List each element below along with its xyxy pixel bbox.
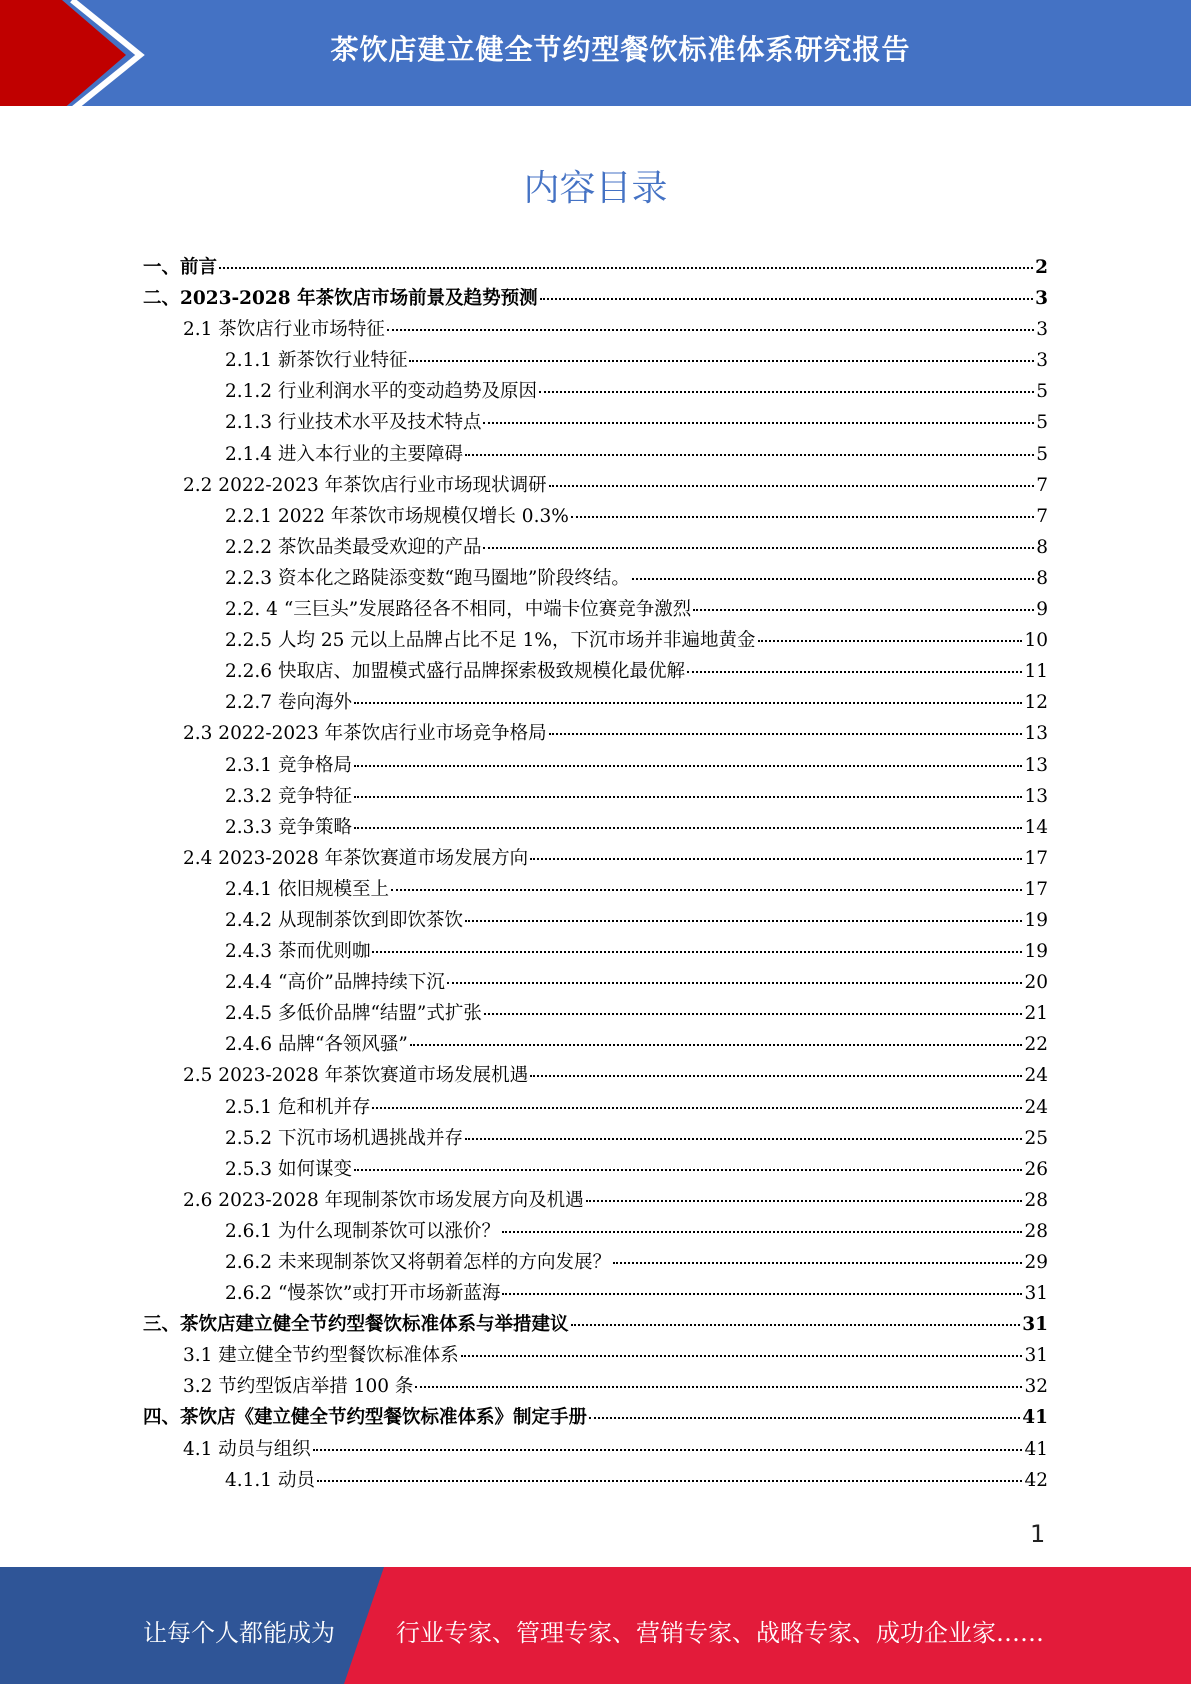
toc-entry-page: 25 [1024,1127,1048,1149]
toc-entry-title: 2.4 2023-2028 年茶饮赛道市场发展方向 [183,847,529,869]
toc-entry-page: 29 [1024,1252,1048,1273]
toc-entry[interactable] [143,284,1048,315]
toc-leader-dots [483,421,1034,424]
toc-entry-title: 2.2.6 快取店、加盟模式盛行品牌探索极致规模化最优解 [225,661,685,683]
toc-leader-dots [613,1261,1022,1264]
toc-entry-title: 2.1.1 新茶饮行业特征 [225,350,408,372]
toc-leader-dots [372,1106,1022,1109]
toc-entry[interactable] [143,937,1048,968]
toc-entry[interactable] [143,782,1048,813]
toc-entry[interactable] [143,1341,1048,1372]
toc-entry-title: 2.6.2 未来现制茶饮又将朝着怎样的方向发展？ [225,1252,611,1273]
toc-entry-page: 14 [1024,816,1048,838]
toc-entry-page: 11 [1024,661,1048,683]
toc-entry[interactable] [143,315,1048,346]
toc-entry-page: 28 [1024,1189,1048,1211]
toc-entry-title: 2.4.3 茶而优则咖 [225,941,371,963]
toc-entry[interactable] [143,1061,1048,1092]
toc-entry[interactable] [143,1124,1048,1155]
toc-leader-dots [539,390,1034,393]
toc-entry[interactable] [143,906,1048,937]
toc-leader-dots [372,950,1022,953]
toc-entry[interactable] [143,377,1048,408]
toc-entry-title: 2.6.1 为什么现制茶饮可以涨价？ [225,1220,500,1242]
toc-entry-title: 2.1 茶饮店行业市场特征 [183,319,385,341]
toc-entry-title: 3.1 建立健全节约型餐饮标准体系 [183,1345,459,1367]
toc-leader-dots [313,1448,1023,1451]
toc-entry[interactable] [143,875,1048,906]
toc-entry-title: 2.3.2 竞争特征 [225,785,352,807]
toc-entry-title: 2.1.2 行业利润水平的变动趋势及原因 [225,381,537,403]
toc-entry-page: 2 [1035,257,1048,278]
toc-leader-dots [447,981,1023,984]
toc-entry[interactable] [143,1403,1048,1434]
toc-entry-title: 二、2023-2028 年茶饮店市场前景及趋势预测 [143,288,538,310]
footer-tagline: 行业专家、管理专家、营销专家、战略专家、成功企业家…… [396,1619,1044,1647]
toc-leader-dots [549,732,1023,735]
toc-leader-dots [354,701,1023,704]
toc-entry-title: 2.4.1 依旧规模至上 [225,878,389,900]
toc-entry-page: 24 [1024,1096,1048,1118]
toc-entry-page: 3 [1036,319,1048,341]
toc-entry[interactable] [143,1030,1048,1061]
toc-leader-dots [530,1074,1022,1077]
toc-entry[interactable] [143,1248,1048,1279]
toc-entry[interactable] [143,813,1048,844]
toc-leader-dots [219,266,1033,269]
toc-entry-page: 21 [1024,1003,1048,1025]
toc-entry-title: 四、茶饮店《建立健全节约型餐饮标准体系》制定手册 [143,1407,588,1429]
toc-entry-title: 2.1.3 行业技术水平及技术特点 [225,412,482,434]
toc-entry-page: 13 [1024,785,1048,807]
toc-entry-page: 12 [1024,692,1048,714]
toc-entry-title: 2.2.5 人均 25 元以上品牌占比不足 1%，下沉市场并非遍地黄金 [225,630,756,652]
toc-entry[interactable] [143,440,1048,471]
table-of-contents [143,253,1048,1497]
toc-entry-page: 24 [1024,1065,1048,1087]
toc-entry-page: 13 [1024,723,1048,745]
toc-leader-dots [461,1354,1023,1357]
toc-entry-title: 4.1 动员与组织 [183,1438,311,1460]
toc-entry-title: 2.3.3 竞争策略 [225,816,352,838]
toc-entry-page: 42 [1024,1469,1048,1491]
toc-leader-dots [530,857,1022,860]
toc-leader-dots [586,1199,1023,1202]
toc-entry[interactable] [143,253,1048,284]
footer-slogan: 让每个人都能成为 [143,1619,335,1647]
toc-leader-dots [589,1416,1020,1419]
toc-entry[interactable] [143,471,1048,502]
toc-entry-title: 2.4.5 多低价品牌“结盟”式扩张 [225,1003,482,1025]
toc-leader-dots [549,484,1035,487]
toc-entry-title: 2.5 2023-2028 年茶饮赛道市场发展机遇 [183,1065,529,1087]
toc-entry-page: 10 [1024,630,1048,652]
toc-leader-dots [758,639,1023,642]
toc-entry[interactable] [143,1093,1048,1124]
toc-entry-title: 4.1.1 动员 [225,1469,315,1491]
toc-entry-title: 三、茶饮店建立健全节约型餐饮标准体系与举措建议 [143,1314,569,1336]
toc-entry-title: 2.1.4 进入本行业的主要障碍 [225,443,463,465]
toc-leader-dots [502,1230,1022,1233]
toc-leader-dots [465,919,1022,922]
toc-entry-page: 19 [1024,941,1048,963]
toc-entry[interactable] [143,751,1048,782]
toc-leader-dots [317,1479,1023,1482]
toc-entry-title: 2.2. 4 “三巨头”发展路径各不相同，中端卡位赛竞争激烈 [225,599,692,621]
toc-entry-page: 3 [1035,288,1048,310]
toc-entry-title: 2.2 2022-2023 年茶饮店行业市场现状调研 [183,474,547,496]
toc-leader-dots [387,328,1034,331]
toc-leader-dots [354,795,1023,798]
toc-entry[interactable] [143,688,1048,719]
toc-entry-title: 2.5.1 危和机并存 [225,1096,371,1118]
toc-leader-dots [484,1012,1023,1015]
toc-entry[interactable] [143,1310,1048,1341]
toc-leader-dots [465,1137,1022,1140]
toc-entry-page: 5 [1036,412,1048,434]
toc-entry-page: 3 [1036,350,1048,372]
toc-entry-page: 9 [1036,599,1048,621]
toc-entry-page: 28 [1024,1220,1048,1242]
toc-heading: 内容目录 [523,168,668,209]
header-banner [0,0,1191,110]
toc-entry[interactable] [143,844,1048,875]
toc-leader-dots [483,546,1034,549]
toc-entry[interactable] [143,968,1048,999]
toc-entry-page: 17 [1024,878,1048,900]
toc-entry-title: 2.2.3 资本化之路陡添变数“跑马圈地”阶段终结。 [225,567,630,589]
toc-entry-title: 2.3 2022-2023 年茶饮店行业市场竞争格局 [183,723,547,745]
toc-entry[interactable] [143,719,1048,750]
toc-entry-title: 2.6.2 “慢茶饮”或打开市场新蓝海 [225,1283,501,1305]
toc-leader-dots [415,1385,1022,1388]
toc-leader-dots [410,1043,1023,1046]
toc-entry[interactable] [143,346,1048,377]
toc-entry-page: 8 [1036,536,1048,558]
toc-entry[interactable] [143,1372,1048,1403]
toc-leader-dots [571,515,1034,518]
toc-entry-page: 41 [1024,1438,1048,1460]
toc-entry[interactable] [143,502,1048,533]
toc-entry-title: 2.4.6 品牌“各领风骚” [225,1034,408,1056]
toc-entry-title: 2.5.3 如何谋变 [225,1158,352,1180]
toc-entry-title: 2.2.7 卷向海外 [225,692,352,714]
toc-entry-page: 31 [1024,1345,1048,1367]
toc-leader-dots [354,1168,1023,1171]
toc-entry[interactable] [143,564,1048,595]
toc-entry-title: 3.2 节约型饭店举措 100 条 [183,1376,414,1398]
toc-entry-page: 31 [1024,1283,1048,1305]
toc-entry-page: 7 [1036,474,1048,496]
toc-entry-page: 41 [1022,1407,1048,1429]
toc-entry-page: 32 [1024,1376,1048,1398]
toc-leader-dots [632,577,1034,580]
toc-entry[interactable] [143,1217,1048,1248]
toc-leader-dots [693,608,1034,611]
toc-leader-dots [354,826,1023,829]
toc-leader-dots [502,1292,1022,1295]
toc-entry-page: 5 [1036,381,1048,403]
toc-entry[interactable] [143,408,1048,439]
toc-entry[interactable] [143,1435,1048,1466]
toc-entry-title: 一、前言 [143,257,218,278]
toc-entry[interactable] [143,1466,1048,1497]
toc-leader-dots [354,764,1023,767]
toc-entry[interactable] [143,1186,1048,1217]
footer-banner [0,1567,1191,1684]
toc-leader-dots [465,453,1034,456]
toc-entry-page: 31 [1022,1314,1048,1336]
report-title: 茶饮店建立健全节约型餐饮标准体系研究报告 [330,33,911,66]
page-number: 1 [1030,1520,1046,1548]
toc-entry-title: 2.2.2 茶饮品类最受欢迎的产品 [225,536,482,558]
toc-entry-page: 17 [1024,847,1048,869]
toc-entry[interactable] [143,657,1048,688]
toc-entry-title: 2.4.4 “高价”品牌持续下沉 [225,972,445,994]
toc-entry[interactable] [143,626,1048,657]
toc-entry-title: 2.2.1 2022 年茶饮市场规模仅增长 0.3% [225,505,569,527]
toc-entry-page: 8 [1036,567,1048,589]
toc-entry-title: 2.6 2023-2028 年现制茶饮市场发展方向及机遇 [183,1189,584,1211]
toc-entry-title: 2.3.1 竞争格局 [225,754,352,776]
toc-entry-title: 2.4.2 从现制茶饮到即饮茶饮 [225,909,463,931]
toc-entry-page: 13 [1024,754,1048,776]
toc-entry[interactable] [143,533,1048,564]
toc-entry-title: 2.5.2 下沉市场机遇挑战并存 [225,1127,463,1149]
toc-leader-dots [687,670,1022,673]
toc-entry-page: 19 [1024,909,1048,931]
toc-entry-page: 22 [1024,1034,1048,1056]
toc-leader-dots [391,888,1022,891]
toc-leader-dots [409,359,1034,362]
toc-entry[interactable] [143,1155,1048,1186]
toc-entry-page: 5 [1036,443,1048,465]
toc-entry[interactable] [143,595,1048,626]
toc-entry[interactable] [143,999,1048,1030]
toc-entry[interactable] [143,1279,1048,1310]
toc-entry-page: 26 [1024,1158,1048,1180]
toc-entry-page: 20 [1024,972,1048,994]
toc-leader-dots [571,1323,1021,1326]
toc-entry-page: 7 [1036,505,1048,527]
toc-leader-dots [540,297,1034,300]
